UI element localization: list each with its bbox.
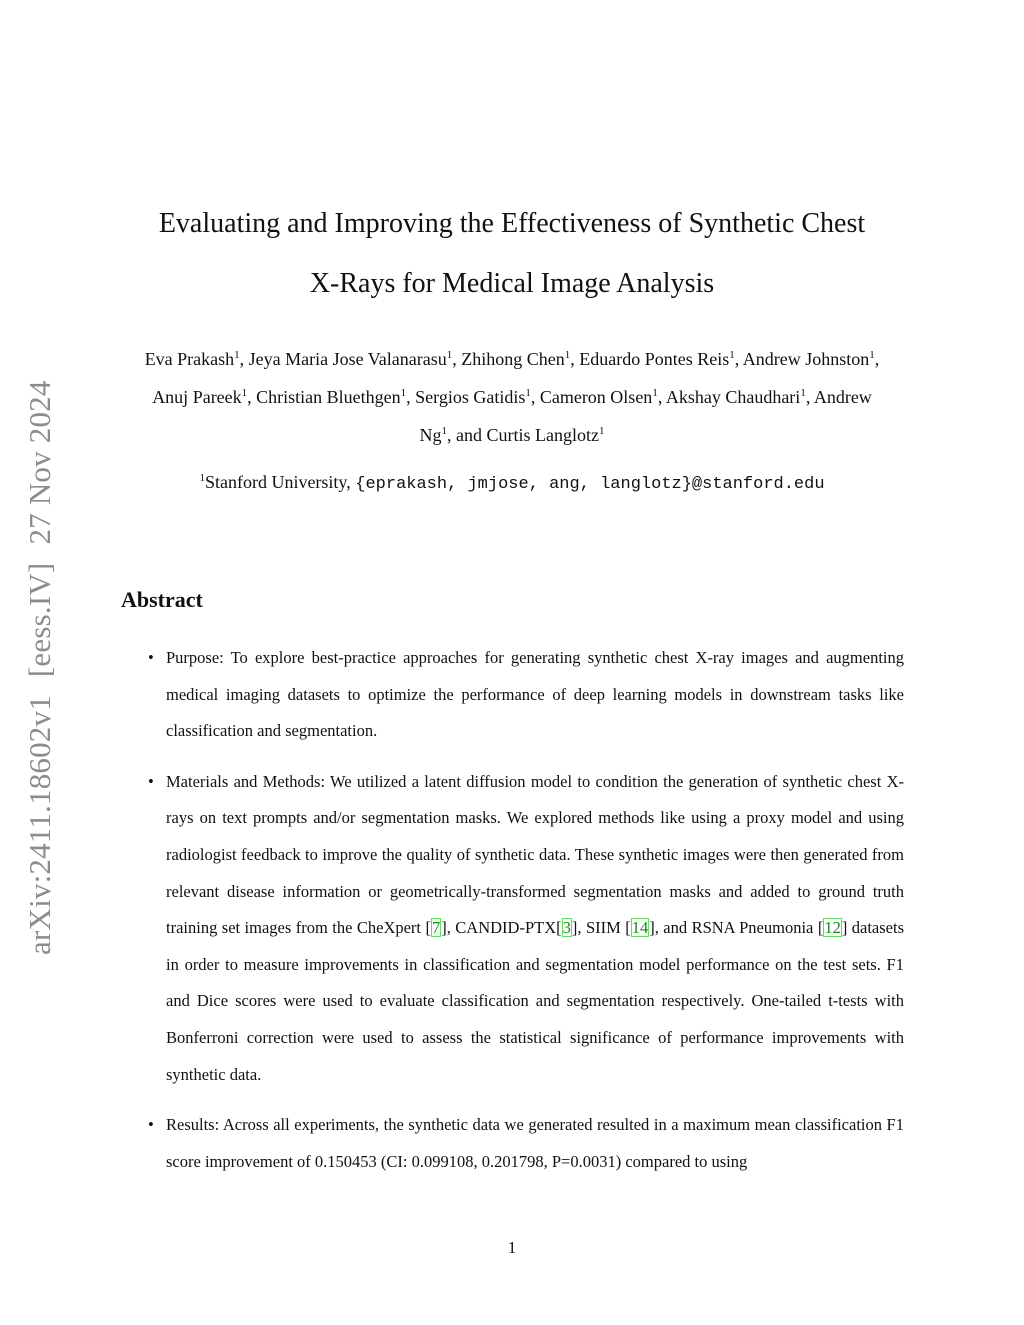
author-name: Andrew Ng xyxy=(419,387,872,445)
abstract-bullet-list xyxy=(148,640,904,1194)
author-separator: , xyxy=(570,349,580,369)
author-affiliation-marker: 1 xyxy=(564,349,571,361)
affiliation-marker: 1 xyxy=(199,472,205,484)
author-affiliation-marker: 1 xyxy=(441,425,447,437)
bullet-text: ], and RSNA Pneumonia [ xyxy=(649,918,824,938)
affiliation xyxy=(0,472,1024,494)
author-name: Curtis Langlotz xyxy=(486,425,599,445)
abstract-heading: Abstract xyxy=(121,587,203,612)
bullet-text: Materials and Methods: We utilized a latent diffusion model to condition the generation of synthetic chest X-rays on text prompts and/or segmentation masks. We explored methods like using a proxy model and using radiologist feedback to improve the quality of synthetic data. These synthetic images were then generated from relevant disease information or geometrically-transformed segmentation masks and added to ground truth training set images from the CheXpert [ xyxy=(166,771,904,938)
author-name: Akshay Chaudhari xyxy=(665,387,801,407)
citation-link[interactable]: 3 xyxy=(562,918,571,938)
paper-title-line-1: Evaluating and Improving the Effectiveness of Synthetic Chest xyxy=(158,208,866,239)
bullet-text: ], CANDID-PTX[ xyxy=(441,918,562,938)
bullet-dot-icon: • xyxy=(148,771,154,791)
affiliation-emails: {eprakash, jmjose, ang, langlotz}@stanford.edu xyxy=(355,475,825,494)
author-name: Cameron Olsen xyxy=(539,387,653,407)
arxiv-category: [eess.IV] xyxy=(22,562,57,678)
author-affiliation-marker: 1 xyxy=(446,349,453,361)
author-separator: , xyxy=(530,387,540,407)
author-name: Eva Prakash xyxy=(144,349,235,369)
arxiv-date: 27 Nov 2024 xyxy=(22,380,57,545)
author-list xyxy=(140,340,884,454)
citation-link[interactable]: 12 xyxy=(824,918,841,938)
author-affiliation-marker: 1 xyxy=(234,349,240,361)
author-affiliation-marker: 1 xyxy=(800,387,806,399)
bullet-text: Purpose: To explore best-practice approaches for generating synthetic chest X-ray images and augmenting medical imaging datasets to optimize the performance of deep learning models in downstream tasks like classification and segmentation. xyxy=(166,648,904,741)
arxiv-id: arXiv:2411.18602v1 xyxy=(22,695,57,955)
bullet-text: Results: Across all experiments, the synthetic data we generated resulted in a maximum mean classification F1 score improvement of 0.150453 (CI: 0.099108, 0.201798, P=0.0031) compared to using xyxy=(166,1115,904,1171)
author-name: Eduardo Pontes Reis xyxy=(579,349,730,369)
author-affiliation-marker: 1 xyxy=(598,425,605,437)
author-separator: , and xyxy=(447,425,487,445)
abstract-bullet xyxy=(148,764,904,1093)
affiliation-institution: Stanford University, xyxy=(204,472,356,492)
citation-link[interactable]: 7 xyxy=(431,918,441,938)
author-affiliation-marker: 1 xyxy=(400,387,407,399)
author-separator: , xyxy=(406,387,416,407)
author-name: Anuj Pareek xyxy=(152,387,242,407)
author-affiliation-marker: 1 xyxy=(652,387,658,399)
author-separator: , xyxy=(247,387,257,407)
author-affiliation-marker: 1 xyxy=(729,349,735,361)
author-name: Zhihong Chen xyxy=(461,349,565,369)
author-affiliation-marker: 1 xyxy=(869,349,875,361)
paper-title-line-2: X-Rays for Medical Image Analysis xyxy=(309,268,715,299)
abstract-bullet xyxy=(148,640,904,750)
abstract-bullet xyxy=(148,1107,904,1180)
bullet-dot-icon: • xyxy=(148,1115,154,1135)
author-affiliation-marker: 1 xyxy=(525,387,531,399)
author-separator: , xyxy=(239,349,249,369)
author-separator: , xyxy=(805,387,814,407)
author-affiliation-marker: 1 xyxy=(241,387,248,399)
author-separator: , xyxy=(734,349,743,369)
author-name: Jeya Maria Jose Valanarasu xyxy=(248,349,447,369)
page-number: 1 xyxy=(507,1238,517,1257)
citation-link[interactable]: 14 xyxy=(631,918,649,938)
author-name: Christian Bluethgen xyxy=(256,387,401,407)
author-name: Sergios Gatidis xyxy=(415,387,526,407)
author-name: Andrew Johnston xyxy=(742,349,870,369)
bullet-dot-icon: • xyxy=(148,648,154,667)
arxiv-stamp xyxy=(22,335,58,955)
author-separator: , xyxy=(452,349,462,369)
bullet-text: ] datasets in order to measure improvements in classification and segmentation model performance on the test sets. F1 and Dice scores were used to evaluate classification and segmentation respectively. One-tailed t-tests with Bonferroni correction were used to assess the statistical significance of performance improvements with synthetic data. xyxy=(166,918,905,1084)
bullet-text: ], SIIM [ xyxy=(571,918,631,938)
author-separator: , xyxy=(874,349,880,369)
author-separator: , xyxy=(657,387,666,407)
